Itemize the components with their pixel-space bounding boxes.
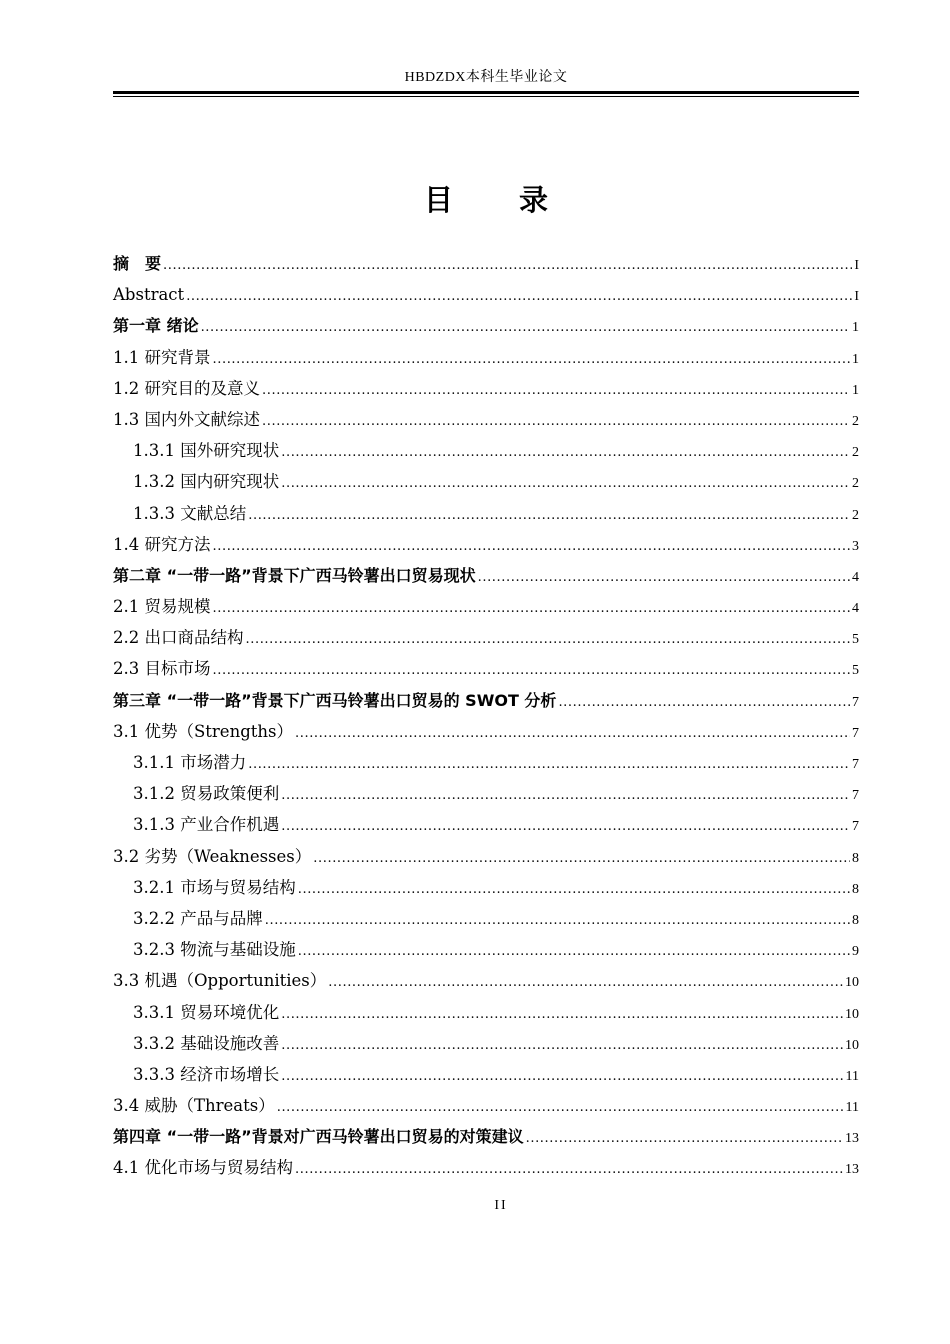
toc-entry-chapter-1[interactable] <box>113 310 859 341</box>
toc-entry-label: 2.3 目标市场 <box>113 659 211 679</box>
toc-entry-label: 3.3.1 贸易环境优化 <box>133 1002 280 1022</box>
toc-entry-3-2-2[interactable] <box>113 903 859 934</box>
dot-leader <box>328 967 843 998</box>
table-of-contents <box>113 248 859 1184</box>
dot-leader <box>213 593 851 624</box>
toc-entry-label: 摘 要 <box>113 254 162 273</box>
toc-entry-page: 2 <box>852 507 859 523</box>
toc-entry-page: 4 <box>852 601 859 617</box>
dot-leader <box>262 406 850 437</box>
dot-leader <box>186 281 852 312</box>
toc-entry-page: 2 <box>852 445 859 461</box>
dot-leader <box>281 999 843 1030</box>
toc-entry-label: 1.1 研究背景 <box>113 347 211 367</box>
toc-entry-page: 7 <box>852 788 859 804</box>
dot-leader <box>201 312 850 343</box>
toc-entry-label: 1.3 国内外文献综述 <box>113 409 260 429</box>
toc-entry-label: 4.1 优化市场与贸易结构 <box>113 1158 293 1178</box>
toc-entry-label: 3.3.2 基础设施改善 <box>133 1033 280 1053</box>
toc-entry-3-2-1[interactable] <box>113 872 859 903</box>
toc-entry-label: 3.1.3 产业合作机遇 <box>133 815 280 835</box>
toc-entry-3-1[interactable] <box>113 716 859 747</box>
toc-entry-page: 10 <box>845 1037 859 1053</box>
toc-entry-abstract-cn[interactable] <box>113 248 859 279</box>
dot-leader <box>265 905 850 936</box>
toc-entry-1-4[interactable] <box>113 529 859 560</box>
dot-leader <box>281 437 850 468</box>
toc-entry-label: 3.2.1 市场与贸易结构 <box>133 877 296 897</box>
toc-entry-page: I <box>854 258 859 273</box>
dot-leader <box>248 500 850 531</box>
dot-leader <box>313 843 850 874</box>
toc-entry-page: 7 <box>852 725 859 741</box>
toc-entry-abstract-en[interactable] <box>113 279 859 310</box>
toc-entry-1-1[interactable] <box>113 342 859 373</box>
toc-entry-2-3[interactable] <box>113 653 859 684</box>
toc-entry-3-1-2[interactable] <box>113 778 859 809</box>
header-rule-thin <box>113 96 859 97</box>
toc-entry-chapter-3[interactable] <box>113 685 859 716</box>
toc-entry-label: 2.2 出口商品结构 <box>113 628 244 648</box>
toc-entry-1-3[interactable] <box>113 404 859 435</box>
toc-entry-3-2[interactable] <box>113 841 859 872</box>
toc-entry-page: 7 <box>852 757 859 772</box>
toc-entry-3-2-3[interactable] <box>113 934 859 965</box>
toc-entry-label: 3.3.3 经济市场增长 <box>133 1064 280 1084</box>
toc-entry-label: 3.2.3 物流与基础设施 <box>133 940 296 960</box>
toc-entry-label: 第三章 “一带一路”背景下广西马铃薯出口贸易的 SWOT 分析 <box>113 690 557 710</box>
toc-entry-page: 4 <box>852 569 859 585</box>
toc-entry-label: 第四章 “一带一路”背景对广西马铃薯出口贸易的对策建议 <box>113 1127 524 1147</box>
toc-entry-label: 3.1 优势（Strengths） <box>113 721 293 741</box>
toc-entry-1-2[interactable] <box>113 373 859 404</box>
running-header: HBDZDX本科生毕业论文 <box>404 70 568 85</box>
toc-entry-page: 2 <box>852 413 859 429</box>
dot-leader <box>558 687 850 718</box>
toc-entry-page: 11 <box>845 1100 859 1116</box>
toc-entry-3-3-3[interactable] <box>113 1059 859 1090</box>
dot-leader <box>262 375 850 406</box>
toc-entry-page: 10 <box>845 975 859 991</box>
dot-leader <box>295 1154 843 1185</box>
toc-entry-label: 第二章 “一带一路”背景下广西马铃薯出口贸易现状 <box>113 565 476 585</box>
toc-entry-label: 1.3.2 国内研究现状 <box>133 472 280 492</box>
toc-entry-page: 7 <box>852 694 859 710</box>
toc-entry-1-3-3[interactable] <box>113 498 859 529</box>
toc-entry-page: I <box>854 289 859 305</box>
toc-entry-label: 1.4 研究方法 <box>113 534 211 554</box>
toc-entry-label: 3.2.2 产品与品牌 <box>133 908 263 928</box>
toc-entry-label: 3.3 机遇（Opportunities） <box>113 971 327 991</box>
toc-entry-label: 3.1.2 贸易政策便利 <box>133 784 280 804</box>
dot-leader <box>281 780 850 811</box>
toc-entry-page: 11 <box>845 1068 859 1084</box>
toc-entry-3-3-1[interactable] <box>113 997 859 1028</box>
toc-entry-4-1[interactable] <box>113 1152 859 1183</box>
toc-entry-1-3-1[interactable] <box>113 435 859 466</box>
toc-entry-page: 3 <box>852 538 859 554</box>
toc-entry-page: 1 <box>852 382 859 398</box>
toc-entry-label: 3.4 威胁（Threats） <box>113 1096 275 1116</box>
dot-leader <box>478 562 850 593</box>
dot-leader <box>526 1123 843 1154</box>
toc-entry-3-1-3[interactable] <box>113 809 859 840</box>
dot-leader <box>298 874 850 905</box>
toc-entry-chapter-4[interactable] <box>113 1121 859 1152</box>
toc-entry-page: 13 <box>845 1162 859 1178</box>
toc-entry-page: 1 <box>852 320 859 336</box>
toc-entry-label: Abstract <box>113 285 185 305</box>
dot-leader <box>281 468 850 499</box>
toc-entry-page: 10 <box>845 1006 859 1022</box>
toc-entry-page: 5 <box>852 663 859 679</box>
dot-leader <box>213 344 851 375</box>
dot-leader <box>246 624 851 655</box>
dot-leader <box>295 718 850 749</box>
toc-entry-2-2[interactable] <box>113 622 859 653</box>
toc-entry-page: 1 <box>852 351 859 367</box>
dot-leader <box>248 749 850 780</box>
header-rule-thick <box>113 91 859 94</box>
toc-entry-page: 8 <box>852 881 859 897</box>
toc-entry-3-1-1[interactable] <box>113 747 859 778</box>
toc-entry-3-3[interactable] <box>113 965 859 996</box>
page-number: II <box>494 1198 508 1213</box>
toc-entry-page: 8 <box>852 912 859 928</box>
toc-entry-page: 7 <box>852 819 859 835</box>
dot-leader <box>277 1092 844 1123</box>
dot-leader <box>281 1061 843 1092</box>
page-title: 目 录 <box>423 183 577 217</box>
toc-entry-1-3-2[interactable] <box>113 466 859 497</box>
toc-entry-page: 9 <box>852 944 859 960</box>
toc-entry-page: 8 <box>852 850 859 866</box>
toc-entry-label: 2.1 贸易规模 <box>113 597 211 617</box>
dot-leader <box>281 1030 843 1061</box>
dot-leader <box>298 936 850 967</box>
toc-entry-page: 2 <box>852 476 859 492</box>
toc-entry-2-1[interactable] <box>113 591 859 622</box>
toc-entry-3-3-2[interactable] <box>113 1028 859 1059</box>
toc-entry-page: 13 <box>845 1131 859 1147</box>
toc-entry-label: 1.3.3 文献总结 <box>133 503 247 523</box>
toc-entry-page: 5 <box>852 632 859 648</box>
toc-entry-3-4[interactable] <box>113 1090 859 1121</box>
toc-entry-chapter-2[interactable] <box>113 560 859 591</box>
toc-entry-label: 1.2 研究目的及意义 <box>113 378 260 398</box>
dot-leader <box>213 531 851 562</box>
toc-entry-label: 3.1.1 市场潜力 <box>133 753 247 772</box>
toc-entry-label: 1.3.1 国外研究现状 <box>133 441 280 461</box>
dot-leader <box>281 811 850 842</box>
dot-leader <box>213 655 851 686</box>
toc-entry-label: 第一章 绪论 <box>113 316 199 336</box>
toc-entry-label: 3.2 劣势（Weaknesses） <box>113 846 312 866</box>
dot-leader <box>163 250 852 281</box>
